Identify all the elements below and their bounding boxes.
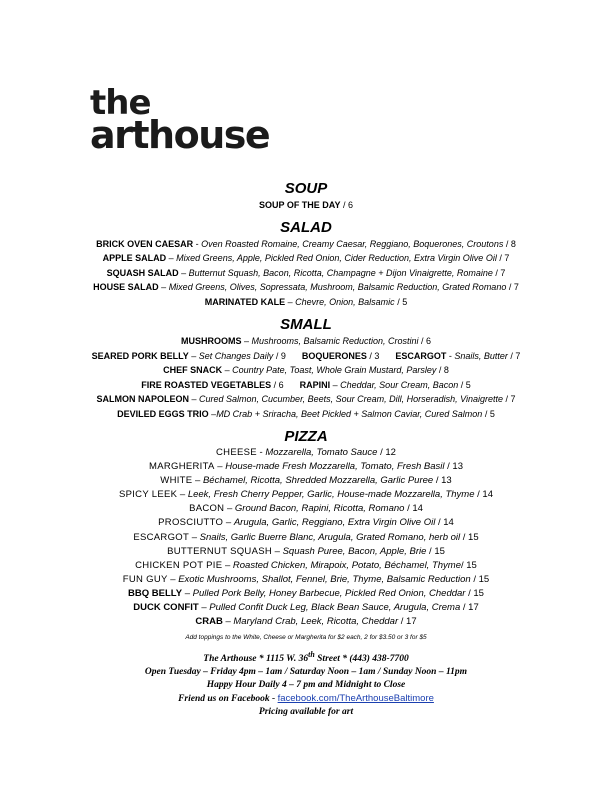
logo-line-2: arthouse [90, 113, 270, 157]
item-name: MUSHROOMS [180, 336, 242, 346]
happy-hour-line: Happy Hour Daily 4 – 7 pm and Midnight to Close [206, 680, 406, 691]
item-desc: Country Pate, Toast, Whole Grain Mustard, Parsley [232, 365, 437, 375]
item-name: SEARED PORK BELLY [91, 350, 189, 361]
item-desc: Cured Salmon, Cucumber, Beets, Sour Cream, Dill, Horseradish, Vinaigrette [199, 394, 503, 404]
item-price: / 6 [340, 200, 354, 210]
item-desc: House-made Fresh Mozzarella, Tomato, Fresh Basil [225, 461, 445, 473]
item-desc: Exotic Mushrooms, Shallot, Fennel, Brie, Thyme, Balsamic Reduction [178, 573, 471, 585]
item-name: MARGHERITA [149, 461, 215, 473]
item-name: APPLE SALAD [102, 253, 167, 263]
menu-item-pizza: DUCK CONFIT – Pulled Confit Duck Leg, Black Bean Sauce, Arugula, Crema / 17 [133, 602, 479, 614]
item-price: / 3 [366, 350, 380, 361]
toppings-note: Add toppings to the White, Cheese or Margherita for $2 each, 2 for $3.50 or 3 for $5 [185, 634, 427, 642]
menu-row-small: FIRE ROASTED VEGETABLES / 6 RAPINI – Cheddar, Sour Cream, Bacon / 5 [141, 379, 471, 390]
item-desc: Béchamel, Ricotta, Shredded Mozzarella, Garlic Puree [202, 475, 434, 487]
menu-item-small: DEVILED EGGS TRIO –MD Crab + Sriracha, Beet Pickled + Salmon Caviar, Cured Salmon / 5 [117, 408, 495, 419]
section-title-soup: SOUP [284, 180, 328, 197]
item-price: / 15 [461, 559, 477, 571]
menu-item-pizza: SPICY LEEK – Leek, Fresh Cherry Pepper, Garlic, House-made Mozzarella, Thyme / 14 [118, 489, 494, 501]
item-price: / 15 [470, 573, 490, 585]
item-price: / 17 [460, 602, 479, 614]
item-price: / 5 [458, 379, 471, 390]
menu-item-pizza: PROSCIUTTO – Arugula, Garlic, Reggiano, Extra Virgin Olive Oil / 14 [158, 517, 454, 529]
menu-item-salad: MARINATED KALE – Chevre, Onion, Balsamic / 5 [204, 296, 408, 307]
item-name: DEVILED EGGS TRIO [117, 408, 209, 419]
item-name: CRAB [195, 616, 223, 628]
item-desc: Cheddar, Sour Cream, Bacon [340, 379, 459, 390]
section-title-salad: SALAD [280, 218, 332, 236]
menu-item-pizza: BBQ BELLY – Pulled Pork Belly, Honey Barbecue, Pickled Red Onion, Cheddar / 15 [128, 587, 484, 599]
item-desc: Oven Roasted Romaine, Creamy Caesar, Reggiano, Boquerones, Croutons [201, 238, 504, 249]
item-name: SOUP OF THE DAY [258, 200, 341, 210]
menu-item-pizza: WHITE – Béchamel, Ricotta, Shredded Mozzarella, Garlic Puree / 13 [160, 475, 452, 487]
item-name: BBQ BELLY [128, 587, 183, 599]
item-desc: Snails, Butter [454, 350, 508, 361]
item-desc: Mozzarella, Tomato Sauce [265, 447, 378, 458]
menu-item-pizza: BACON – Ground Bacon, Rapini, Ricotta, Romano / 14 [189, 503, 423, 515]
section-title-pizza: PIZZA [284, 428, 328, 445]
item-name: HOUSE SALAD [93, 282, 159, 292]
item-name: CHEF SNACK [163, 365, 223, 375]
menu-row-small: SEARED PORK BELLY – Set Changes Daily / 9 BOQUERONES / 3 ESCARGOT - Snails, Butter / 7 [91, 350, 521, 361]
arthouse-logo [90, 83, 300, 158]
item-price: / 8 [436, 365, 449, 375]
menu-item-pizza: CRAB – Maryland Crab, Leek, Ricotta, Cheddar / 17 [195, 616, 417, 628]
item-price: / 7 [492, 267, 506, 278]
item-name: RAPINI [299, 379, 331, 390]
logo-line-1: the [90, 83, 151, 123]
item-price: / 6 [271, 379, 284, 390]
item-desc: Maryland Crab, Leek, Ricotta, Cheddar [233, 616, 399, 628]
item-desc: Arugula, Garlic, Reggiano, Extra Virgin Olive Oil [233, 517, 436, 529]
facebook-line: Friend us on Facebook - facebook.com/TheArthouseBaltimore [178, 693, 434, 705]
menu-item-small: SALMON NAPOLEON – Cured Salmon, Cucumber, Beets, Sour Cream, Dill, Horseradish, Vinaigrette / 7 [96, 394, 516, 404]
item-desc: Mixed Greens, Olives, Sopressata, Mushroom, Balsamic Reduction, Grated Romano [168, 282, 507, 292]
item-name: WHITE [160, 475, 193, 487]
menu-item-pizza: ESCARGOT – Snails, Garlic Buerre Blanc, Arugula, Grated Romano, herb oil / 15 [133, 531, 479, 543]
menu-item-salad: HOUSE SALAD – Mixed Greens, Olives, Sopressata, Mushroom, Balsamic Reduction, Grated Romano / 7 [93, 282, 519, 292]
item-price: / 13 [444, 461, 463, 473]
menu-item-salad: BRICK OVEN CAESAR - Oven Roasted Romaine, Creamy Caesar, Reggiano, Boquerones, Croutons / 8 [96, 238, 516, 249]
menu-item-pizza: MARGHERITA – House-made Fresh Mozzarella, Tomato, Fresh Basil / 13 [149, 461, 463, 473]
item-price: / 6 [418, 336, 432, 346]
item-desc: Snails, Garlic Buerre Blanc, Arugula, Grated Romano, herb oil [199, 531, 461, 543]
item-price: / 5 [394, 296, 408, 307]
menu-item-salad: APPLE SALAD – Mixed Greens, Apple, Pickled Red Onion, Cider Reduction, Extra Virgin Olive Oil / 7 [102, 253, 510, 263]
item-price: / 14 [404, 503, 423, 515]
item-price: / 14 [474, 489, 494, 501]
item-name: MARINATED KALE [204, 296, 286, 307]
item-price: / 17 [398, 616, 417, 628]
section-title-small: SMALL [280, 316, 332, 333]
item-name: ESCARGOT [395, 350, 447, 361]
item-name: ESCARGOT [133, 531, 190, 543]
menu-item-small: MUSHROOMS – Mushrooms, Balsamic Reduction, Crostini / 6 [180, 336, 432, 346]
item-name: BACON [189, 503, 225, 515]
item-desc: Chevre, Onion, Balsamic [295, 296, 395, 307]
item-price: / 8 [503, 238, 516, 249]
item-name: CHICKEN POT PIE [135, 559, 223, 571]
menu-item-pizza: BUTTERNUT SQUASH – Squash Puree, Bacon, Apple, Brie / 15 [167, 545, 445, 557]
menu-content [30, 180, 582, 719]
item-desc: Squash Puree, Bacon, Apple, Brie [282, 545, 427, 557]
footer [30, 648, 582, 719]
item-price: / 12 [377, 447, 396, 458]
item-price: / 9 [273, 350, 286, 361]
menu-item-pizza: CHEESE - Mozzarella, Tomato Sauce / 12 [216, 447, 396, 458]
item-desc: Mixed Greens, Apple, Pickled Red Onion, Cider Reduction, Extra Virgin Olive Oil [176, 253, 497, 263]
item-desc: Leek, Fresh Cherry Pepper, Garlic, House-made Mozzarella, Thyme [187, 489, 475, 501]
item-desc: Pulled Confit Duck Leg, Black Bean Sauce, Arugula, Crema [209, 602, 461, 614]
facebook-link[interactable]: facebook.com/TheArthouseBaltimore [277, 693, 434, 705]
item-price: / 13 [433, 475, 452, 487]
menu-item-salad: SQUASH SALAD – Butternut Squash, Bacon, Ricotta, Champagne + Dijon Vinaigrette, Romaine / 7 [106, 267, 506, 278]
item-name: DUCK CONFIT [133, 602, 199, 614]
item-desc: Ground Bacon, Rapini, Ricotta, Romano [234, 503, 405, 515]
item-desc: Mushrooms, Balsamic Reduction, Crostini [251, 336, 419, 346]
menu-item-pizza: FUN GUY – Exotic Mushrooms, Shallot, Fennel, Brie, Thyme, Balsamic Reduction / 15 [122, 573, 490, 585]
item-name: FUN GUY [122, 573, 168, 585]
item-price: / 15 [465, 587, 484, 599]
address-line: The Arthouse * 1115 W. 36th Street * (443) 438-7700 [203, 650, 409, 665]
pricing-line: Pricing available for art [258, 707, 354, 718]
item-desc: MD Crab + Sriracha, Beet Pickled + Salmon Caviar, Cured Salmon [216, 408, 483, 419]
item-price: / 15 [426, 545, 445, 557]
item-name: BUTTERNUT SQUASH [167, 545, 273, 557]
item-price: / 7 [507, 350, 521, 361]
item-name: BRICK OVEN CAESAR [96, 238, 194, 249]
item-price: / 7 [506, 282, 519, 292]
item-price: / 7 [496, 253, 510, 263]
item-desc: Set Changes Daily [198, 350, 274, 361]
item-name: SALMON NAPOLEON [96, 394, 189, 404]
item-price: / 15 [460, 531, 479, 543]
menu-item-small: CHEF SNACK – Country Pate, Toast, Whole Grain Mustard, Parsley / 8 [163, 365, 449, 375]
item-price: / 14 [435, 517, 454, 529]
menu-item-soup [30, 198, 582, 213]
item-name: FIRE ROASTED VEGETABLES [141, 379, 272, 390]
item-name: BOQUERONES [301, 350, 367, 361]
item-desc: Roasted Chicken, Mirapoix, Potato, Béchamel, Thyme [232, 559, 461, 571]
item-name: PROSCIUTTO [158, 517, 224, 529]
item-price: / 7 [502, 394, 516, 404]
item-desc: Pulled Pork Belly, Honey Barbecue, Pickled Red Onion, Cheddar [192, 587, 466, 599]
item-name: CHEESE [216, 447, 257, 458]
item-price: / 5 [482, 408, 495, 419]
item-desc: Butternut Squash, Bacon, Ricotta, Champagne + Dijon Vinaigrette, Romaine [188, 267, 493, 278]
hours-line: Open Tuesday – Friday 4pm – 1am / Saturday Noon – 1am / Sunday Noon – 11pm [144, 667, 468, 678]
item-name: SQUASH SALAD [106, 267, 179, 278]
menu-item-pizza: CHICKEN POT PIE – Roasted Chicken, Mirapoix, Potato, Béchamel, Thyme/ 15 [135, 559, 477, 571]
item-name: SPICY LEEK [118, 489, 178, 501]
